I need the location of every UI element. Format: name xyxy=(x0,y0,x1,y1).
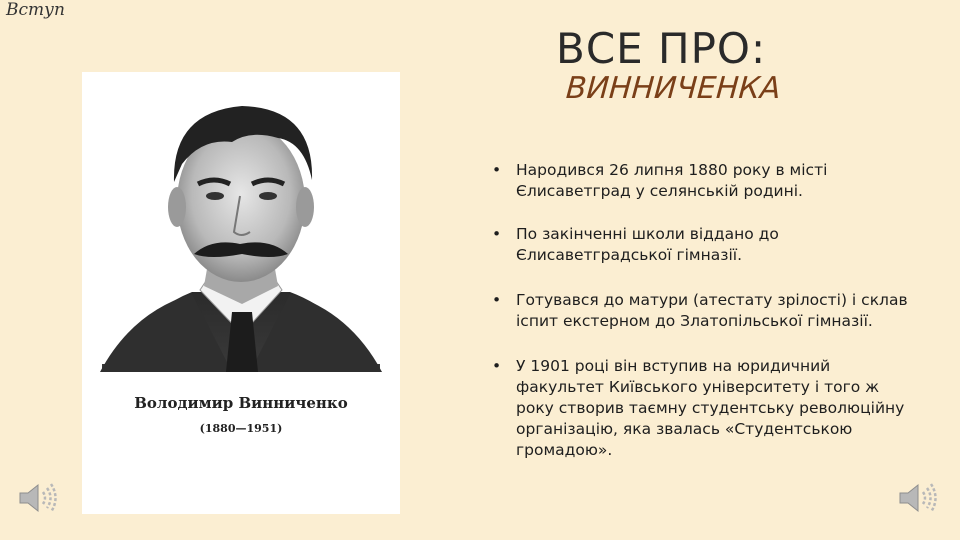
bullet-item: • По закінченні школи віддано до Єлисаветградської гімназії. xyxy=(492,224,912,266)
bullet-item: • У 1901 році він вступив на юридичний факультет Київського університету і того ж року створив таємну студентську революційну організацію, яка звалась «Студентською громадою». xyxy=(492,356,912,461)
bullet-item: • Народився 26 липня 1880 року в місті Єлисаветград у селянській родині. xyxy=(492,160,912,202)
page-title: ВСЕ ПРО: xyxy=(556,24,767,73)
section-label: Вступ xyxy=(6,0,65,20)
bullet-list xyxy=(492,160,912,461)
bullet-item: • Готувався до матури (атестату зрілості) і склав іспит екстерном до Златопільської гімназії. xyxy=(492,290,912,332)
page-subtitle: ВИННИЧЕНКА xyxy=(564,71,782,106)
speaker-icon[interactable] xyxy=(896,478,940,518)
portrait-image xyxy=(82,72,400,514)
portrait-caption-years: (1880—1951) xyxy=(199,422,283,435)
portrait-caption-name: Володимир Винниченко xyxy=(134,394,348,412)
speaker-icon[interactable] xyxy=(16,478,60,518)
